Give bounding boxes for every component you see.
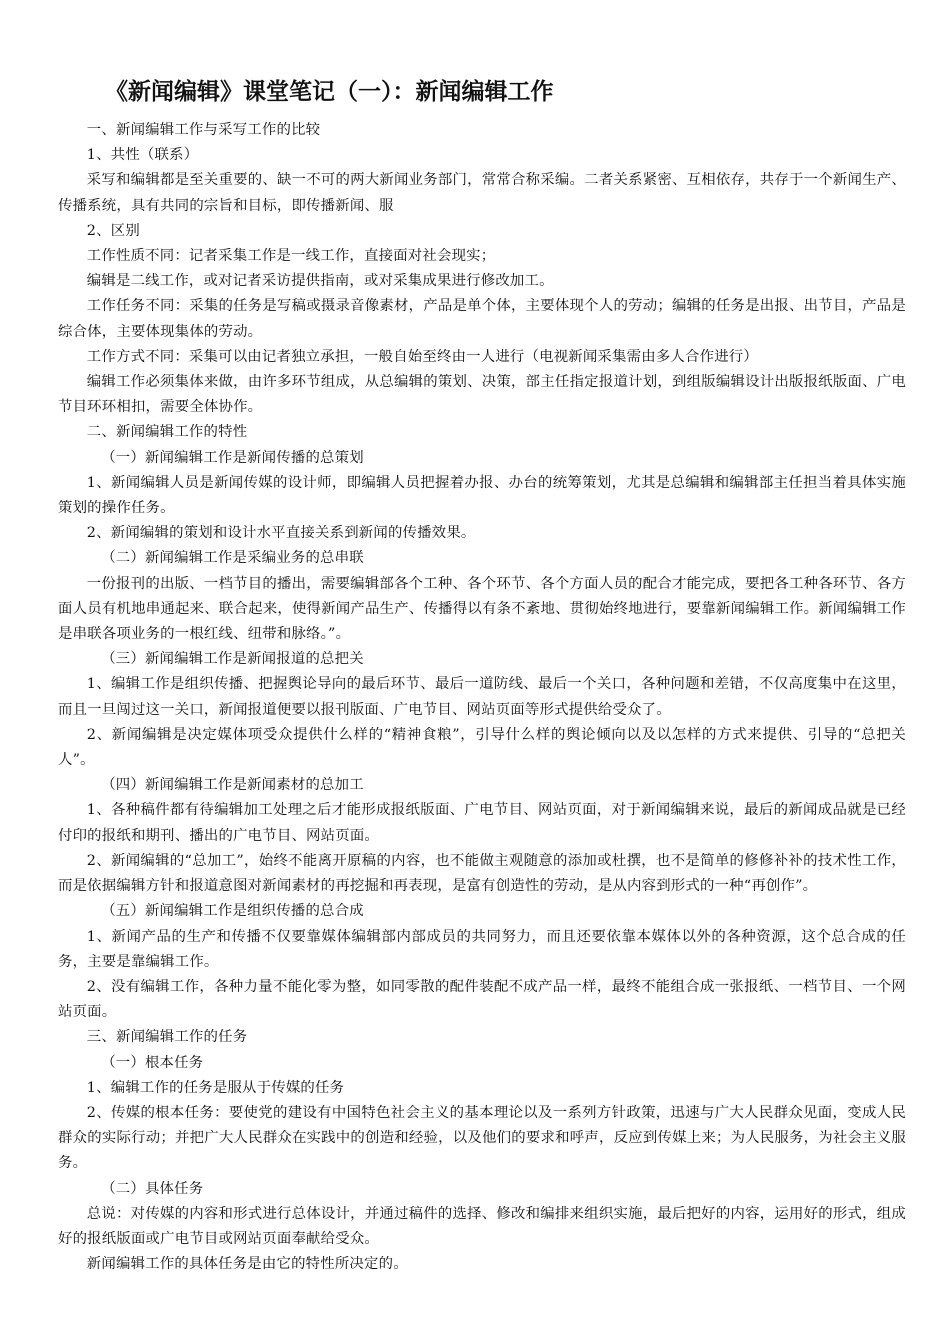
paragraph: 编辑是二线工作，或对记者采访提供指南，或对采集成果进行修改加工。 [86,273,554,290]
paragraph: 编辑工作必须集体来做，由许多环节组成，从总编辑的策划、决策，部主任指定报道计划，到组版编辑设计出版报纸版面、广电节目环环相扣，需要全体协作。 [58,374,906,416]
document-body [58,118,906,1277]
paragraph: 1、共性（联系） [86,147,199,164]
paragraph: 2、没有编辑工作，各种力量不能化零为整，如同零散的配件装配不成产品一样，最终不能组合成一张报纸、一档节目、一个网站页面。 [58,978,906,1021]
subsection-heading: （一）新闻编辑工作是新闻传播的总策划 [101,449,364,466]
paragraph: 1、新闻产品的生产和传播不仅要靠媒体编辑部内部成员的共同努力，而且还要依靠本媒体以外的各种资源，这个总合成的任务，主要是靠编辑工作。 [58,928,906,970]
paragraph: 2、新闻编辑的策划和设计水平直接关系到新闻的传播效果。 [86,525,476,542]
paragraph: 新闻编辑工作的具体任务是由它的特性所决定的。 [86,1256,408,1273]
paragraph: 一、新闻编辑工作与采写工作的比较 [86,122,321,138]
section-heading: 三、新闻编辑工作的任务 [86,1029,248,1046]
paragraph: 工作任务不同：采集的任务是写稿或摄录音像素材，产品是单个体，主要体现个人的劳动；编辑的任务是出报、出节目，产品是综合体，主要体现集体的劳动。 [58,298,906,340]
subsection-heading: （二）新闻编辑工作是采编业务的总串联 [101,550,364,567]
paragraph: 一份报刊的出版、一档节目的播出，需要编辑部各个工种、各个环节、各个方面人员的配合才能完成，要把各工种各环节、各方面人员有机地串通起来、联合起来，使得新闻产品生产、传播得以有条不紊地、贯彻始终地进行，要靠新闻编辑工作。新闻编辑工作是串联各项业务的一根红线、纽带和脉络。”。 [58,575,906,643]
section-heading: 二、新闻编辑工作的特性 [86,424,248,441]
paragraph: 总说：对传媒的内容和形式进行总体设计，并通过稿件的选择、修改和编排来组织实施，最后把好的内容，运用好的形式，组成好的报纸版面或广电节目或网站页面奉献给受众。 [58,1205,906,1247]
subsection-heading: （一）根本任务 [101,1054,204,1071]
subsection-heading: （二）具体任务 [101,1180,204,1197]
paragraph: 1、编辑工作的任务是服从于传媒的任务 [86,1079,345,1096]
paragraph: 采写和编辑都是至关重要的、缺一不可的两大新闻业务部门，常常合称采编。二者关系紧密、互相依存，共存于一个新闻生产、传播系统，具有共同的宗旨和目标，即传播新闻、服 [58,172,906,214]
paragraph: 工作性质不同：记者采集工作是一线工作，直接面对社会现实； [86,248,496,265]
paragraph: 2、区别 [86,222,140,239]
paragraph: 1、编辑工作是组织传播、把握舆论导向的最后环节、最后一道防线、最后一个关口，各种问题和差错，不仅高度集中在这里，而且一旦闯过这一关口，新闻报道便要以报刊版面、广电节目、网站页面等形式提供给受众了。 [58,676,906,718]
paragraph: 工作方式不同：采集可以由记者独立承担，一般自始至终由一人进行（电视新闻采集需由多人合作进行） [86,348,758,365]
paragraph: 1、新闻编辑人员是新闻传媒的设计师，即编辑人员把握着办报、办台的统筹策划，尤其是总编辑和编辑部主任担当着具体实施策划的操作任务。 [58,474,906,517]
subsection-heading: （三）新闻编辑工作是新闻报道的总把关 [101,651,364,668]
page-title: 《新闻编辑》课堂笔记（一）：新闻编辑工作 [105,79,554,105]
subsection-heading: （四）新闻编辑工作是新闻素材的总加工 [101,777,364,794]
subsection-heading: （五）新闻编辑工作是组织传播的总合成 [101,903,364,920]
paragraph: 2、新闻编辑是决定媒体项受众提供什么样的“精神食粮”，引导什么样的舆论倾向以及以怎样的方式来提供、引导的“总把关人”。 [58,726,906,769]
paragraph: 2、新闻编辑的“总加工”，始终不能离开原稿的内容，也不能做主观随意的添加或杜撰，也不是简单的修修补补的技术性工作，而是依据编辑方针和报道意图对新闻素材的再挖掘和再表现，是富有创造性的劳动，是从内容到形式的一种“再创作”。 [58,852,906,895]
paragraph: 2、传媒的根本任务：要使党的建设有中国特色社会主义的基本理论以及一系列方针政策，迅速与广大人民群众见面，变成人民群众的实际行动；并把广大人民群众在实践中的创造和经验，以及他们的要求和呼声，反应到传媒上来；为人民服务，为社会主义服务。 [58,1104,906,1172]
paragraph: 1、各种稿件都有待编辑加工处理之后才能形成报纸版面、广电节目、网站页面，对于新闻编辑来说，最后的新闻成品就是已经付印的报纸和期刊、播出的广电节目、网站页面。 [58,802,906,844]
